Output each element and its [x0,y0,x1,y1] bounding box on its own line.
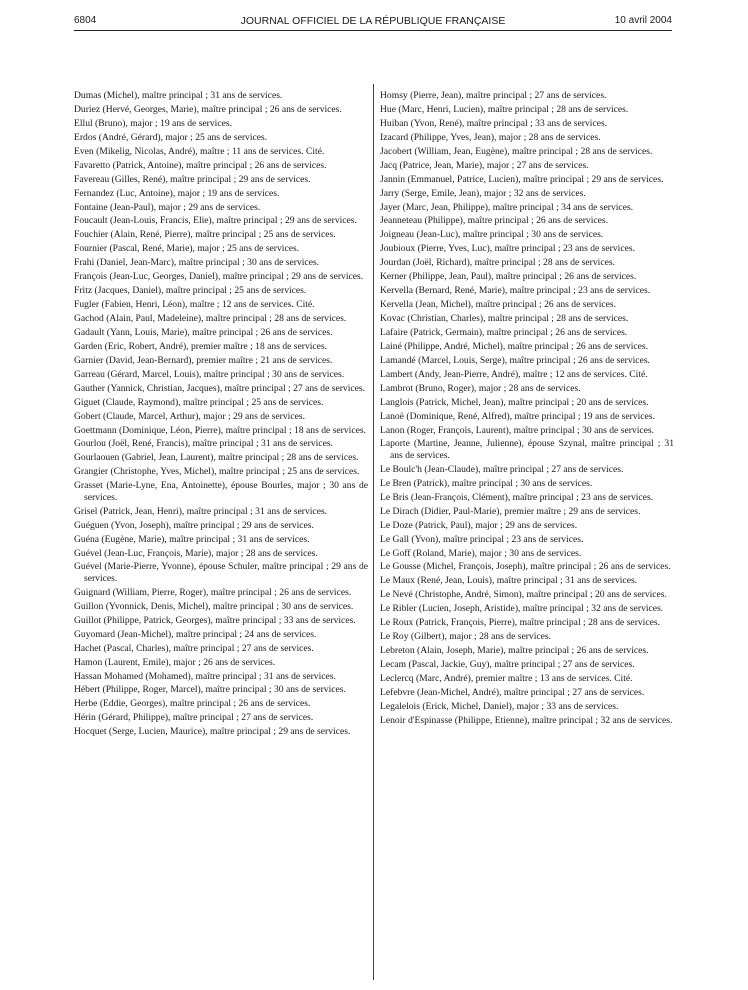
list-item: Herbe (Eddie, Georges), maître principal ; 26 ans de services. [74,698,311,710]
list-item: Jayer (Marc, Jean, Philippe), maître principal ; 34 ans de services. [380,201,634,213]
list-item: Lainé (Philippe, André, Michel), maître principal ; 26 ans de services. [380,340,649,352]
list-item: Dumas (Michel), maître principal ; 31 ans de services. [74,90,283,101]
list-item: Grangier (Christophe, Yves, Michel), maître principal ; 25 ans de services. [74,466,360,478]
list-item: Lafaire (Patrick, Germain), maître principal ; 26 ans de services. [380,326,628,338]
header-rule [74,30,672,31]
list-item: Jourdan (Joël, Richard), maître principal ; 28 ans de services. [380,257,615,269]
list-item: Favaretto (Patrick, Antoine), maître principal ; 26 ans de services. [74,159,327,171]
list-item: Lanon (Roger, François, Laurent), maître principal ; 30 ans de services. [380,424,655,436]
list-item: Hérin (Gérard, Philippe), maître principal ; 27 ans de services. [74,712,314,724]
list-item: Lenoir d'Espinasse (Philippe, Etienne), maître principal ; 32 ans de services. [380,714,673,726]
list-item: Grasset (Marie-Lyne, Ena, Antoinette), épouse Bourles, major ; 30 ans de services. [74,480,368,503]
list-item: Garden (Eric, Robert, André), premier maître ; 18 ans de services. [74,340,328,352]
list-item: Goettmann (Dominique, Léon, Pierre), maître principal ; 18 ans de services. [74,424,366,436]
list-item: Le Gall (Yvon), maître principal ; 23 ans de services. [380,533,584,545]
list-item: Gachod (Alain, Paul, Madeleine), maître principal ; 28 ans de services. [74,313,347,324]
list-item: Grisel (Patrick, Jean, Henri), maître principal ; 31 ans de services. [74,505,328,517]
list-item: Leclercq (Marc, André), premier maître ; 13 ans de services. Cité. [380,672,633,684]
list-item: Fontaine (Jean-Paul), major ; 29 ans de services. [74,201,261,213]
list-item: Gourlaouen (Gabriel, Jean, Laurent), maître principal ; 28 ans de services. [74,452,359,464]
list-item: Guillot (Philippe, Patrick, Georges), maître principal ; 33 ans de services. [74,614,356,626]
list-item: Le Boulc'h (Jean-Claude), maître principal ; 27 ans de services. [380,463,624,475]
list-item: Le Goff (Roland, Marie), major ; 30 ans de services. [380,547,582,559]
list-item: Le Roy (Gilbert), major ; 28 ans de services. [380,631,552,643]
journal-title: JOURNAL OFFICIEL DE LA RÉPUBLIQUE FRANÇAISE [240,15,506,27]
list-item: Favereau (Gilles, René), maître principal ; 29 ans de services. [74,173,311,185]
page-number: 6804 [74,15,97,26]
list-item: Lamandé (Marcel, Louis, Serge), maître principal ; 26 ans de services. [380,354,650,366]
list-item: Frahi (Daniel, Jean-Marc), maître principal ; 30 ans de services. [74,257,320,269]
list-item: Garnier (David, Jean-Bernard), premier maître ; 21 ans de services. [74,354,333,366]
list-item: Le Nevé (Christophe, André, Simon), maître principal ; 20 ans de services. [380,589,667,601]
list-item: Le Doze (Patrick, Paul), major ; 29 ans de services. [380,519,578,531]
list-item: Guével (Jean-Luc, François, Marie), major ; 28 ans de services. [74,547,318,559]
list-item: Fugler (Fabien, Henri, Léon), maître ; 12 ans de services. Cité. [74,299,315,311]
list-item: Kervella (Jean, Michel), maître principal ; 26 ans de services. [380,299,617,311]
list-item: Fernandez (Luc, Antoine), major ; 19 ans de services. [74,187,280,199]
list-item: Fouchier (Alain, René, Pierre), maître principal ; 25 ans de services. [74,229,336,241]
list-item: Lanoë (Dominique, René, Alfred), maître principal ; 19 ans de services. [380,410,655,422]
list-item: Gadault (Yann, Louis, Marie), maître principal ; 26 ans de services. [74,326,333,338]
list-item: Guéguen (Yvon, Joseph), maître principal ; 29 ans de services. [74,519,314,531]
list-item: Foucault (Jean-Louis, Francis, Elie), maître principal ; 29 ans de services. [74,215,357,227]
list-item: Izacard (Philippe, Yves, Jean), major ; 28 ans de services. [380,131,601,143]
list-item: Le Gousse (Michel, François, Joseph), maître principal ; 26 ans de services. [380,561,671,573]
list-item: Le Dirach (Didier, Paul-Marie), premier maître ; 29 ans de services. [380,505,641,517]
list-item: Huiban (Yvon, René), maître principal ; 33 ans de services. [380,117,608,129]
list-item: Guéna (Eugène, Marie), maître principal ; 31 ans de services. [74,533,310,545]
list-item: Kerner (Philippe, Jean, Paul), maître principal ; 26 ans de services. [380,271,637,283]
list-item: Lebreton (Alain, Joseph, Marie), maître principal ; 26 ans de services. [380,645,649,657]
list-item: Jacq (Patrice, Jean, Marie), major ; 27 ans de services. [380,159,589,171]
list-item: Homsy (Pierre, Jean), maître principal ; 27 ans de services. [380,90,607,101]
list-item: Guyomard (Jean-Michel), maître principal ; 24 ans de services. [74,628,317,640]
list-item: Hébert (Philippe, Roger, Marcel), maître principal ; 30 ans de services. [74,684,346,696]
list-item: Hocquet (Serge, Lucien, Maurice), maître principal ; 29 ans de services. [74,726,351,738]
list-item: Hassan Mohamed (Mohamed), maître principal ; 31 ans de services. [74,670,336,682]
column-separator [373,84,374,980]
list-item: Jeanneteau (Philippe), maître principal ; 26 ans de services. [380,215,609,227]
list-item: Legalelois (Erick, Michel, Daniel), major ; 33 ans de services. [380,700,619,712]
list-item: Jacobert (William, Jean, Eugène), maître principal ; 28 ans de services. [380,145,653,157]
list-item: Gobert (Claude, Marcel, Arthur), major ; 29 ans de services. [74,410,305,422]
list-item: Hue (Marc, Henri, Lucien), maître principal ; 28 ans de services. [380,103,629,115]
list-item: Jannin (Emmanuel, Patrice, Lucien), maître principal ; 29 ans de services. [380,173,664,185]
list-item: Le Maux (René, Jean, Louis), maître principal ; 31 ans de services. [380,575,638,587]
list-item: Jarry (Serge, Emile, Jean), major ; 32 ans de services. [380,187,586,199]
list-item: Hamon (Laurent, Emile), major ; 26 ans de services. [74,656,276,668]
list-item: Lecam (Pascal, Jackie, Guy), maître principal ; 27 ans de services. [380,659,635,670]
list-item: Lefebvre (Jean-Michel, André), maître principal ; 27 ans de services. [380,686,645,698]
list-item: Langlois (Patrick, Michel, Jean), maître principal ; 20 ans de services. [380,396,649,408]
list-item: François (Jean-Luc, Georges, Daniel), maître principal ; 29 ans de services. [74,271,364,283]
list-item: Duriez (Hervé, Georges, Marie), maître principal ; 26 ans de services. [74,103,342,115]
list-item: Le Roux (Patrick, François, Pierre), maître principal ; 28 ans de services. [380,617,660,629]
list-item: Gourlou (Joël, René, Francis), maître principal ; 31 ans de services. [74,438,333,450]
list-item: Garreau (Gérard, Marcel, Louis), maître principal ; 30 ans de services. [74,368,345,380]
list-item: Erdos (André, Gérard), major ; 25 ans de services. [74,131,268,143]
list-item: Kovac (Christian, Charles), maître principal ; 28 ans de services. [380,313,629,324]
list-item: Fritz (Jacques, Daniel), maître principal ; 25 ans de services. [74,285,307,297]
list-item: Even (Mikelig, Nicolas, André), maître ; 11 ans de services. Cité. [74,145,325,157]
list-item: Guillon (Yvonnick, Denis, Michel), maître principal ; 30 ans de services. [74,600,354,612]
list-item: Guével (Marie-Pierre, Yvonne), épouse Schuler, maître principal ; 29 ans de services. [74,561,368,584]
list-item: Le Ribler (Lucien, Joseph, Aristide), maître principal ; 32 ans de services. [380,603,664,615]
list-item: Hachet (Pascal, Charles), maître principal ; 27 ans de services. [74,642,314,654]
list-item: Giguet (Claude, Raymond), maître principal ; 25 ans de services. [74,396,324,408]
list-item: Guignard (William, Pierre, Roger), maître principal ; 26 ans de services. [74,586,352,598]
list-item: Lambrot (Bruno, Roger), major ; 28 ans de services. [380,382,581,394]
page-header [74,12,672,30]
list-item: Lambert (Andy, Jean-Pierre, André), maître ; 12 ans de services. Cité. [380,368,648,380]
publication-date: 10 avril 2004 [614,15,672,26]
list-item: Le Bris (Jean-François, Clément), maître principal ; 23 ans de services. [380,491,654,503]
list-item: Kervella (Bernard, René, Marie), maître principal ; 23 ans de services. [380,285,651,297]
list-item: Joubioux (Pierre, Yves, Luc), maître principal ; 23 ans de services. [380,243,635,255]
list-item: Laporte (Martine, Jeanne, Julienne), épouse Szynal, maître principal ; 31 ans de services. [380,438,674,461]
list-item: Gauther (Yannick, Christian, Jacques), maître principal ; 27 ans de services. [74,382,366,394]
right-column [380,90,674,729]
list-item: Le Bren (Patrick), maître principal ; 30 ans de services. [380,477,593,489]
left-column [74,90,368,740]
list-item: Joigneau (Jean-Luc), maître principal ; 30 ans de services. [380,229,604,241]
list-item: Ellul (Bruno), major ; 19 ans de services. [74,117,232,129]
list-item: Fournier (Pascal, René, Marie), major ; 25 ans de services. [74,243,300,255]
